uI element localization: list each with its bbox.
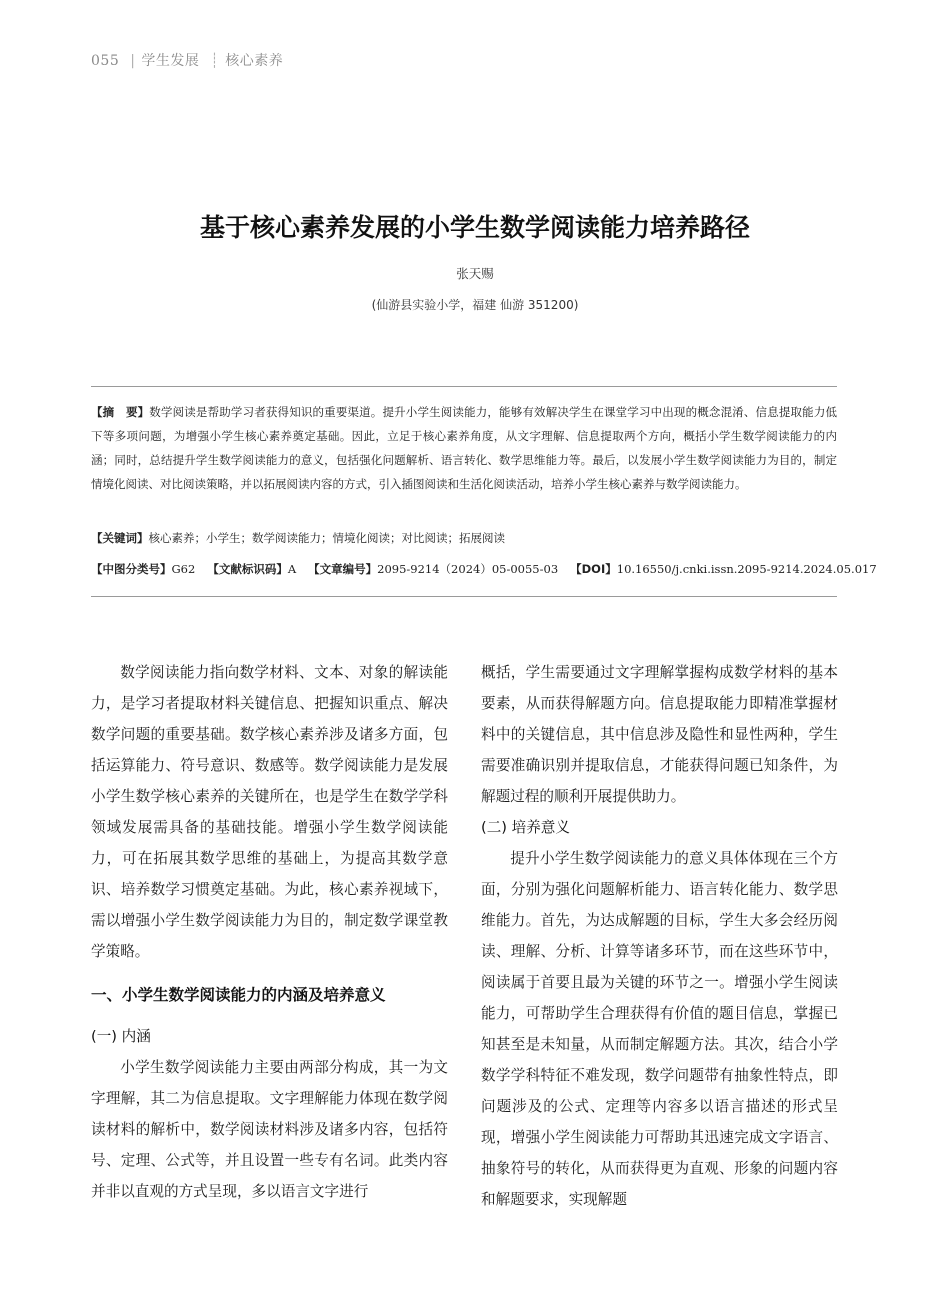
classification-line (91, 561, 877, 577)
abstract-text: 数学阅读是帮助学习者获得知识的重要渠道。提升小学生阅读能力，能够有效解决学生在课堂学习中出现的概念混淆、信息提取能力低下等多项问题，为增强小学生核心素养奠定基础。因此，立足于核心素养角度，从文字理解、信息提取两个方向，概括小学生数学阅读能力的内涵；同时，总结提升学生数学阅读能力的意义，包括强化问题解析、语言转化、数学思维能力等。最后，以发展小学生数学阅读能力为目的，制定情境化阅读、对比阅读策略，并以拓展阅读内容的方式，引入插图阅读和生活化阅读活动，培养小学生核心素养与数学阅读能力。 (91, 405, 837, 491)
keywords-label: 【关键词】 (91, 531, 149, 545)
keywords-line (91, 530, 837, 546)
connotation-paragraph-continued: 概括，学生需要通过文字理解掌握构成数学材料的基本要素，从而获得解题方向。信息提取能力即精准掌握材料中的关键信息，其中信息涉及隐性和显性两种，学生需要准确识别并提取信息，才能获得问题已知条件，为解题过程的顺利开展提供助力。 (481, 664, 838, 805)
connotation-paragraph: 小学生数学阅读能力主要由两部分构成，其一为文字理解，其二为信息提取。文字理解能力体现在数学阅读材料的解析中，数学阅读材料涉及诸多内容，包括符号、定理、公式等，并且设置一些专有名词。此类内容并非以直观的方式呈现，多以语言文字进行 (91, 1059, 448, 1200)
doc-code-label: 【文献标识码】 (207, 562, 288, 576)
abstract-bottom-rule (91, 596, 837, 597)
article-title: 基于核心素养发展的小学生数学阅读能力培养路径 (199, 213, 750, 242)
body-column-right (481, 657, 838, 1215)
subsection-heading-connotation: (一) 内涵 (91, 1028, 151, 1045)
significance-paragraph: 提升小学生数学阅读能力的意义具体体现在三个方面，分别为强化问题解析能力、语言转化能力、数学思维能力。首先，为达成解题的目标，学生大多会经历阅读、理解、分析、计算等诸多环节，而在这些环节中，阅读属于首要且最为关键的环节之一。增强小学生阅读能力，可帮助学生合理获得有价值的题目信息，掌握已知甚至是未知量，从而制定解题方法。其次，结合小学数学学科特征不难发现，数学问题带有抽象性特点，即问题涉及的公式、定理等内容多以语言描述的形式呈现，增强小学生阅读能力可帮助其迅速完成文字语言、抽象符号的转化，从而获得更为直观、形象的问题内容和解题要求，实现解题 (481, 850, 838, 1208)
article-no-value: 2095-9214（2024）05-0055-03 (377, 562, 559, 576)
intro-paragraph: 数学阅读能力指向数学材料、文本、对象的解读能力，是学习者提取材料关键信息、把握知识重点、解决数学问题的重要基础。数学核心素养涉及诸多方面，包括运算能力、符号意识、数感等。数学阅读能力是发展小学生数学核心素养的关键所在，也是学生在数学学科领域发展需具备的基础技能。增强小学生数学阅读能力，可在拓展其数学思维的基础上，为提高其数学意识、培养数学习惯奠定基础。为此，核心素养视域下，需以增强小学生数学阅读能力为目的，制定数学课堂教学策略。 (91, 664, 448, 960)
doc-code-value: A (287, 562, 297, 576)
header-divider-dotted: ┊ (210, 53, 220, 69)
section-heading-1: 一、小学生数学阅读能力的内涵及培养意义 (91, 986, 386, 1004)
article-no-label: 【文章编号】 (308, 562, 378, 576)
doi-label: 【DOI】 (570, 562, 617, 576)
doi-value: 10.16550/j.cnki.issn.2095-9214.2024.05.017 (616, 562, 877, 576)
page-number: 055 (91, 53, 120, 69)
abstract-block (91, 400, 837, 496)
section-name: 学生发展 (141, 53, 200, 69)
abstract-top-rule (91, 386, 837, 387)
author-affiliation: (仙游县实验小学，福建 仙游 351200) (371, 298, 579, 312)
body-column-left (91, 657, 448, 1207)
running-header (91, 50, 283, 70)
column-name: 核心素养 (225, 53, 284, 69)
header-divider: | (130, 53, 136, 69)
keywords-text: 核心素养；小学生；数学阅读能力；情境化阅读；对比阅读；拓展阅读 (148, 531, 505, 545)
clc-label: 【中图分类号】 (91, 562, 172, 576)
subsection-heading-significance: (二) 培养意义 (481, 819, 570, 836)
article-author: 张天赐 (456, 266, 494, 281)
abstract-label: 【摘 要】 (91, 405, 150, 419)
clc-value: G62 (171, 562, 196, 576)
